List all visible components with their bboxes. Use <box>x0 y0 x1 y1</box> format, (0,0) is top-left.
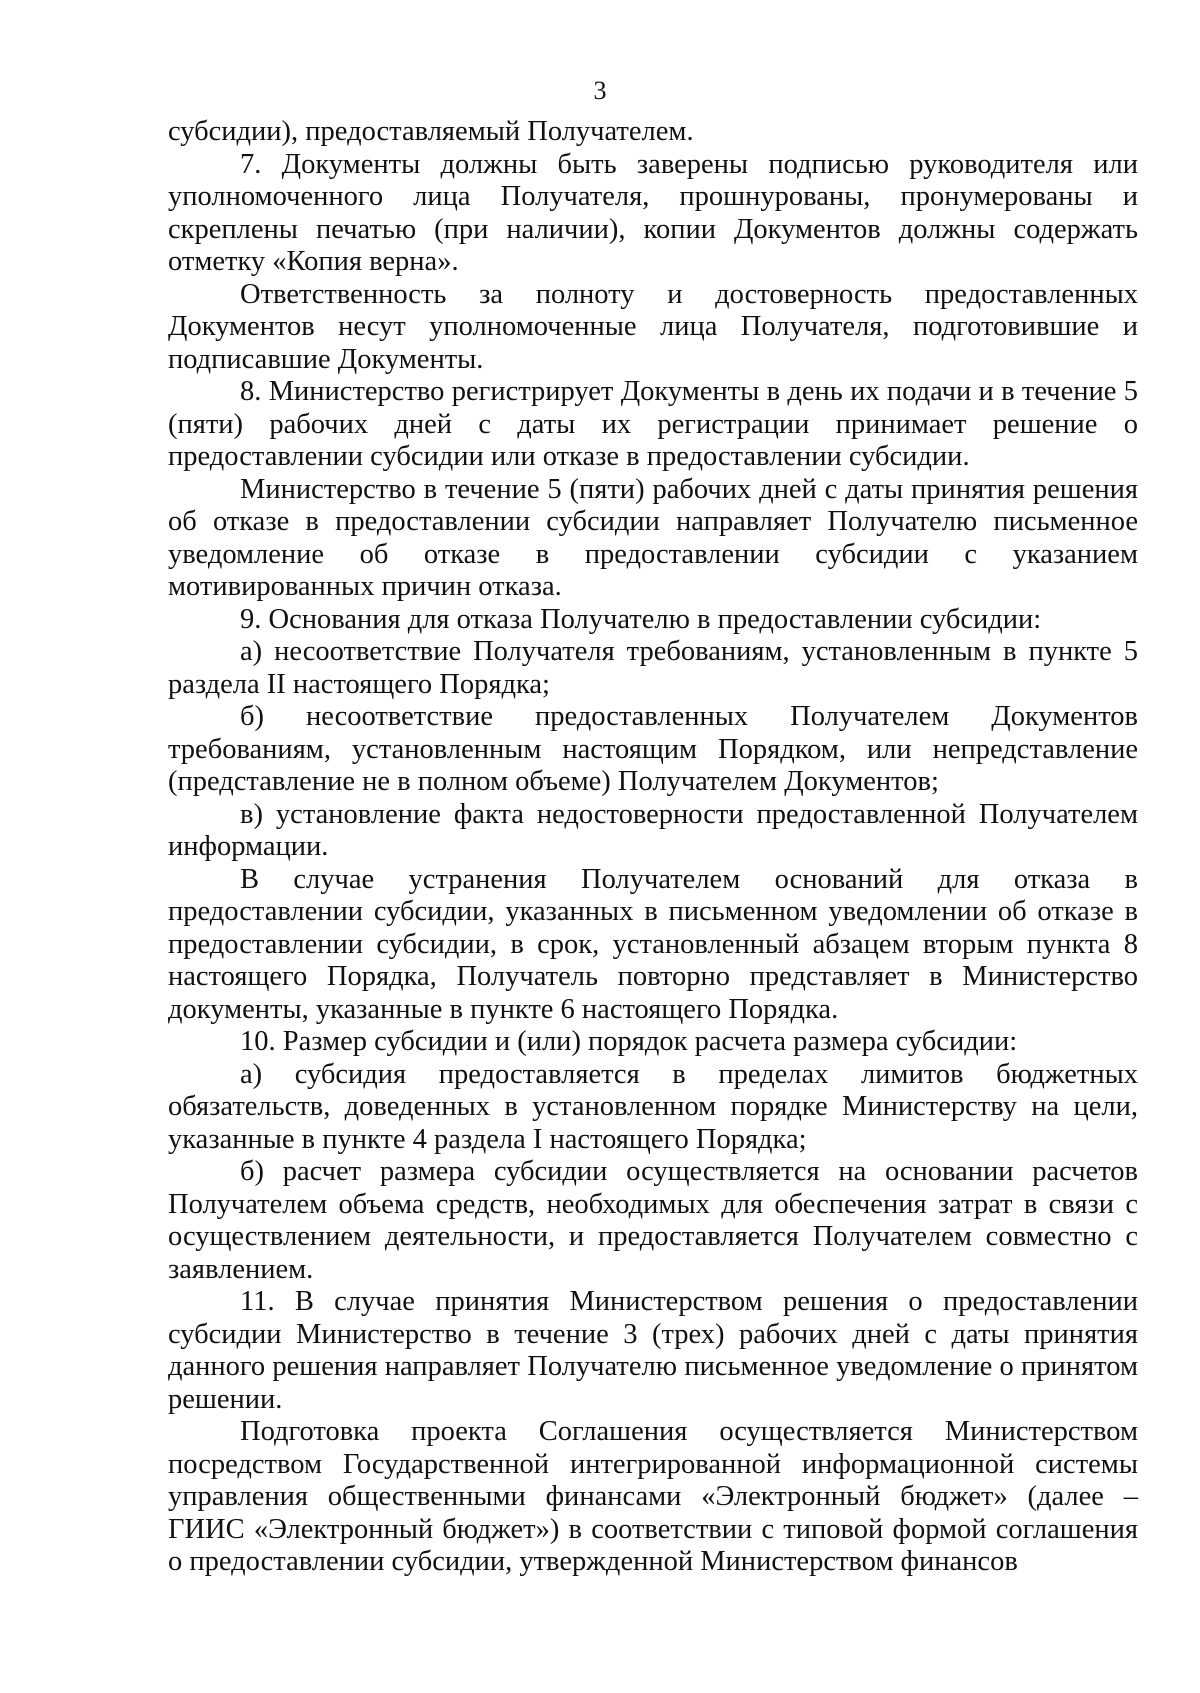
paragraph-item-8: 8. Министерство регистрирует Документы в день их подачи и в течение 5 (пяти) рабочих дней с даты их регистрации принимает решение о предоставлении субсидии или отказе в предоставлении субсидии. <box>168 376 1138 472</box>
paragraph-agreement-preparation: Подготовка проекта Соглашения осуществляется Министерством посредством Государственной интегрированной информационной системы управления общественными финансами «Электронный бюджет» (далее – ГИИС «Электронный бюджет») в соответствии с типовой формой соглашения о предоставлении субсидии, утвержденной Министерством финансов <box>168 1416 1138 1577</box>
paragraph-item-9a: а) несоответствие Получателя требованиям, установленным в пункте 5 раздела II настоящего Порядка; <box>168 636 1138 700</box>
paragraph-responsibility: Ответственность за полноту и достоверность предоставленных Документов несут уполномоченные лица Получателя, подготовившие и подписавшие Документы. <box>168 278 1138 375</box>
paragraph-refusal-notice: Министерство в течение 5 (пяти) рабочих дней с даты принятия решения об отказе в предоставлении субсидии направляет Получателю письменное уведомление об отказе в предоставлении субсидии с указанием мотивированных причин отказа. <box>168 473 1138 602</box>
paragraph-item-10: 10. Размер субсидии и (или) порядок расчета размера субсидии: <box>240 1026 1018 1057</box>
paragraph-item-10a: а) субсидия предоставляется в пределах лимитов бюджетных обязательств, доведенных в установленном порядке Министерству на цели, указанные в пункте 4 раздела I настоящего Порядка; <box>168 1058 1138 1155</box>
paragraph-continuation: субсидии), предоставляемый Получателем. <box>168 116 694 147</box>
paragraph-item-9: 9. Основания для отказа Получателю в предоставлении субсидии: <box>240 603 1042 635</box>
paragraph-item-9v: в) установление факта недостоверности предоставленной Получателем информации. <box>168 798 1138 862</box>
paragraph-resubmission: В случае устранения Получателем оснований для отказа в предоставлении субсидии, указанных в письменном уведомлении об отказе в предоставлении субсидии, в срок, установленный абзацем вторым пункта 8 настоящего Порядка, Получатель повторно представляет в Министерство документы, указанные в пункте 6 настоящего Порядка. <box>168 863 1138 1025</box>
paragraph-item-7: 7. Документы должны быть заверены подписью руководителя или уполномоченного лица Получателя, прошнурованы, пронумерованы и скреплены печатью (при наличии), копии Документов должны содержать отметку «Копия верна». <box>168 148 1138 277</box>
paragraph-item-9b: б) несоответствие предоставленных Получателем Документов требованиям, установленным настоящим Порядком, или непредставление (представление не в полном объеме) Получателем Документов; <box>168 701 1138 797</box>
document-body <box>168 116 1138 1579</box>
page-number: 3 <box>593 76 607 105</box>
paragraph-item-11: 11. В случае принятия Министерством решения о предоставлении субсидии Министерство в течение 3 (трех) рабочих дней с даты принятия данного решения направляет Получателю письменное уведомление о принятом решении. <box>168 1286 1138 1415</box>
paragraph-item-10b: б) расчет размера субсидии осуществляется на основании расчетов Получателем объема средств, необходимых для обеспечения затрат в связи с осуществлением деятельности, и предоставляется Получателем совместно с заявлением. <box>168 1156 1138 1285</box>
